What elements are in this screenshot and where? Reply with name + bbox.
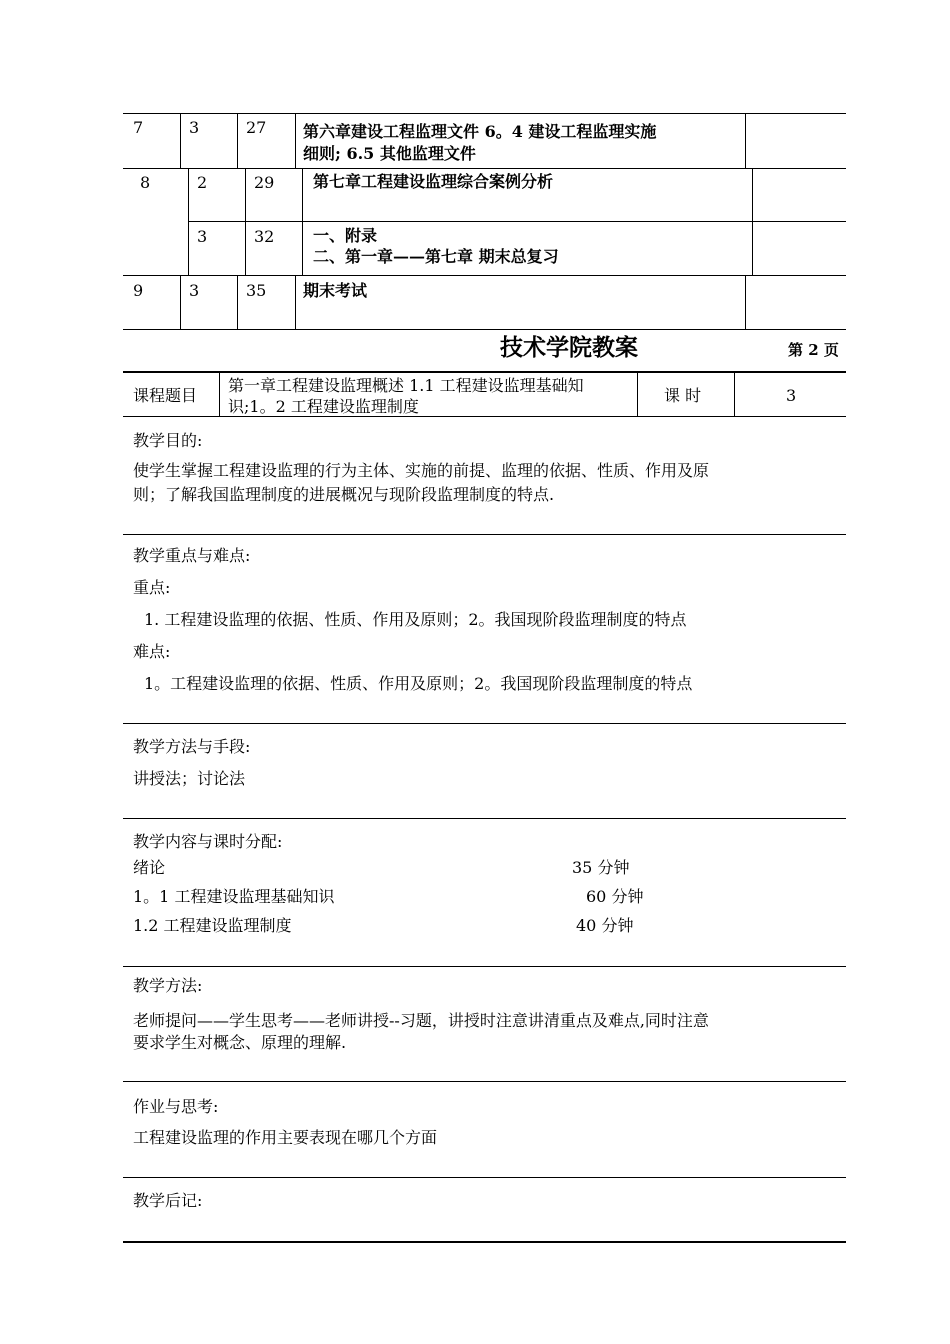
methods-text: 讲授法；讨论法 — [133, 769, 246, 788]
objective-text: 使学生掌握工程建设监理的行为主体、实施的前提、监理的依据、性质、作用及原 — [133, 461, 710, 480]
homework-text: 工程建设监理的作用主要表现在哪几个方面 — [133, 1128, 438, 1147]
page-title: 技术学院教案 — [500, 334, 638, 361]
table-rule — [123, 329, 846, 330]
content-heading: 教学内容与课时分配: — [133, 832, 283, 851]
table-rule — [180, 113, 181, 168]
topic-text: 识;1。2 工程建设监理制度 — [228, 397, 419, 416]
topic-text: 第一章工程建设监理概述 1.1 工程建设监理基础知 — [228, 376, 584, 395]
hours-value: 3 — [786, 386, 797, 405]
section-divider — [123, 723, 846, 724]
table-rule — [123, 275, 846, 276]
content-item-name: 1。1 工程建设监理基础知识 — [133, 887, 335, 906]
method2-text: 老师提问——学生思考——老师讲授--习题，讲授时注意讲清重点及难点,同时注意 — [133, 1011, 709, 1030]
table-rule — [123, 168, 846, 169]
table-rule — [237, 275, 238, 329]
section-divider — [123, 1081, 846, 1082]
table-rule — [752, 168, 753, 275]
table-rule — [237, 113, 238, 168]
content-item-time: 60 分钟 — [586, 887, 644, 906]
table-cell-content: 第六章建设工程监理文件 6。4 建设工程监理实施 — [303, 122, 657, 141]
table-rule — [745, 113, 746, 168]
key-label: 重点: — [133, 578, 171, 597]
homework-heading: 作业与思考: — [133, 1097, 219, 1116]
table-cell-count: 3 — [189, 281, 200, 300]
content-item-name: 1.2 工程建设监理制度 — [133, 916, 292, 935]
section-divider — [123, 818, 846, 819]
content-item-time: 40 分钟 — [576, 916, 634, 935]
table-rule — [123, 371, 846, 373]
hours-label: 课 时 — [664, 386, 702, 405]
table-rule — [219, 371, 220, 416]
content-item-name: 绪论 — [133, 858, 166, 877]
table-cell-content: 一、附录 — [313, 226, 378, 245]
difficulty-text: 1。工程建设监理的依据、性质、作用及原则；2。我国现阶段监理制度的特点 — [144, 674, 693, 693]
section-divider — [123, 1177, 846, 1178]
table-cell-count: 3 — [189, 118, 200, 137]
table-cell-week: 8 — [140, 173, 151, 192]
table-cell-week: 7 — [133, 118, 144, 137]
content-item-time: 35 分钟 — [572, 858, 630, 877]
section-divider — [123, 534, 846, 535]
table-cell-content: 细则; 6.5 其他监理文件 — [303, 144, 476, 163]
table-cell-week: 9 — [133, 281, 144, 300]
table-cell-num: 35 — [246, 281, 267, 300]
table-cell-num: 32 — [254, 227, 275, 246]
table-rule — [180, 275, 181, 329]
objective-heading: 教学目的: — [133, 431, 203, 450]
table-cell-num: 29 — [254, 173, 275, 192]
table-cell-content: 二、第一章——第七章 期末总复习 — [313, 247, 559, 266]
page-number: 第 2 页 — [788, 341, 839, 359]
key-text: 1. 工程建设监理的依据、性质、作用及原则；2。我国现阶段监理制度的特点 — [144, 610, 687, 629]
table-cell-num: 27 — [246, 118, 267, 137]
table-rule — [734, 371, 735, 416]
table-cell-content: 第七章工程建设监理综合案例分析 — [313, 172, 554, 191]
afterword-heading: 教学后记: — [133, 1191, 203, 1210]
method2-heading: 教学方法: — [133, 976, 203, 995]
table-cell-content: 期末考试 — [303, 281, 368, 300]
table-rule — [745, 275, 746, 329]
method2-text: 要求学生对概念、原理的理解. — [133, 1033, 347, 1052]
table-rule — [188, 168, 189, 275]
keypoints-heading: 教学重点与难点: — [133, 546, 251, 565]
topic-label: 课程题目 — [133, 386, 198, 405]
table-rule — [302, 168, 303, 275]
section-divider — [123, 966, 846, 967]
difficulty-label: 难点: — [133, 642, 171, 661]
table-cell-count: 3 — [197, 227, 208, 246]
table-rule — [123, 113, 846, 114]
objective-text: 则；了解我国监理制度的进展概况与现阶段监理制度的特点. — [133, 485, 555, 504]
page-bottom-rule — [123, 1241, 846, 1243]
table-rule — [188, 221, 846, 222]
table-rule — [637, 371, 638, 416]
table-cell-count: 2 — [197, 173, 208, 192]
table-rule — [295, 275, 296, 329]
table-rule — [295, 113, 296, 168]
methods-heading: 教学方法与手段: — [133, 737, 251, 756]
table-rule — [245, 168, 246, 275]
